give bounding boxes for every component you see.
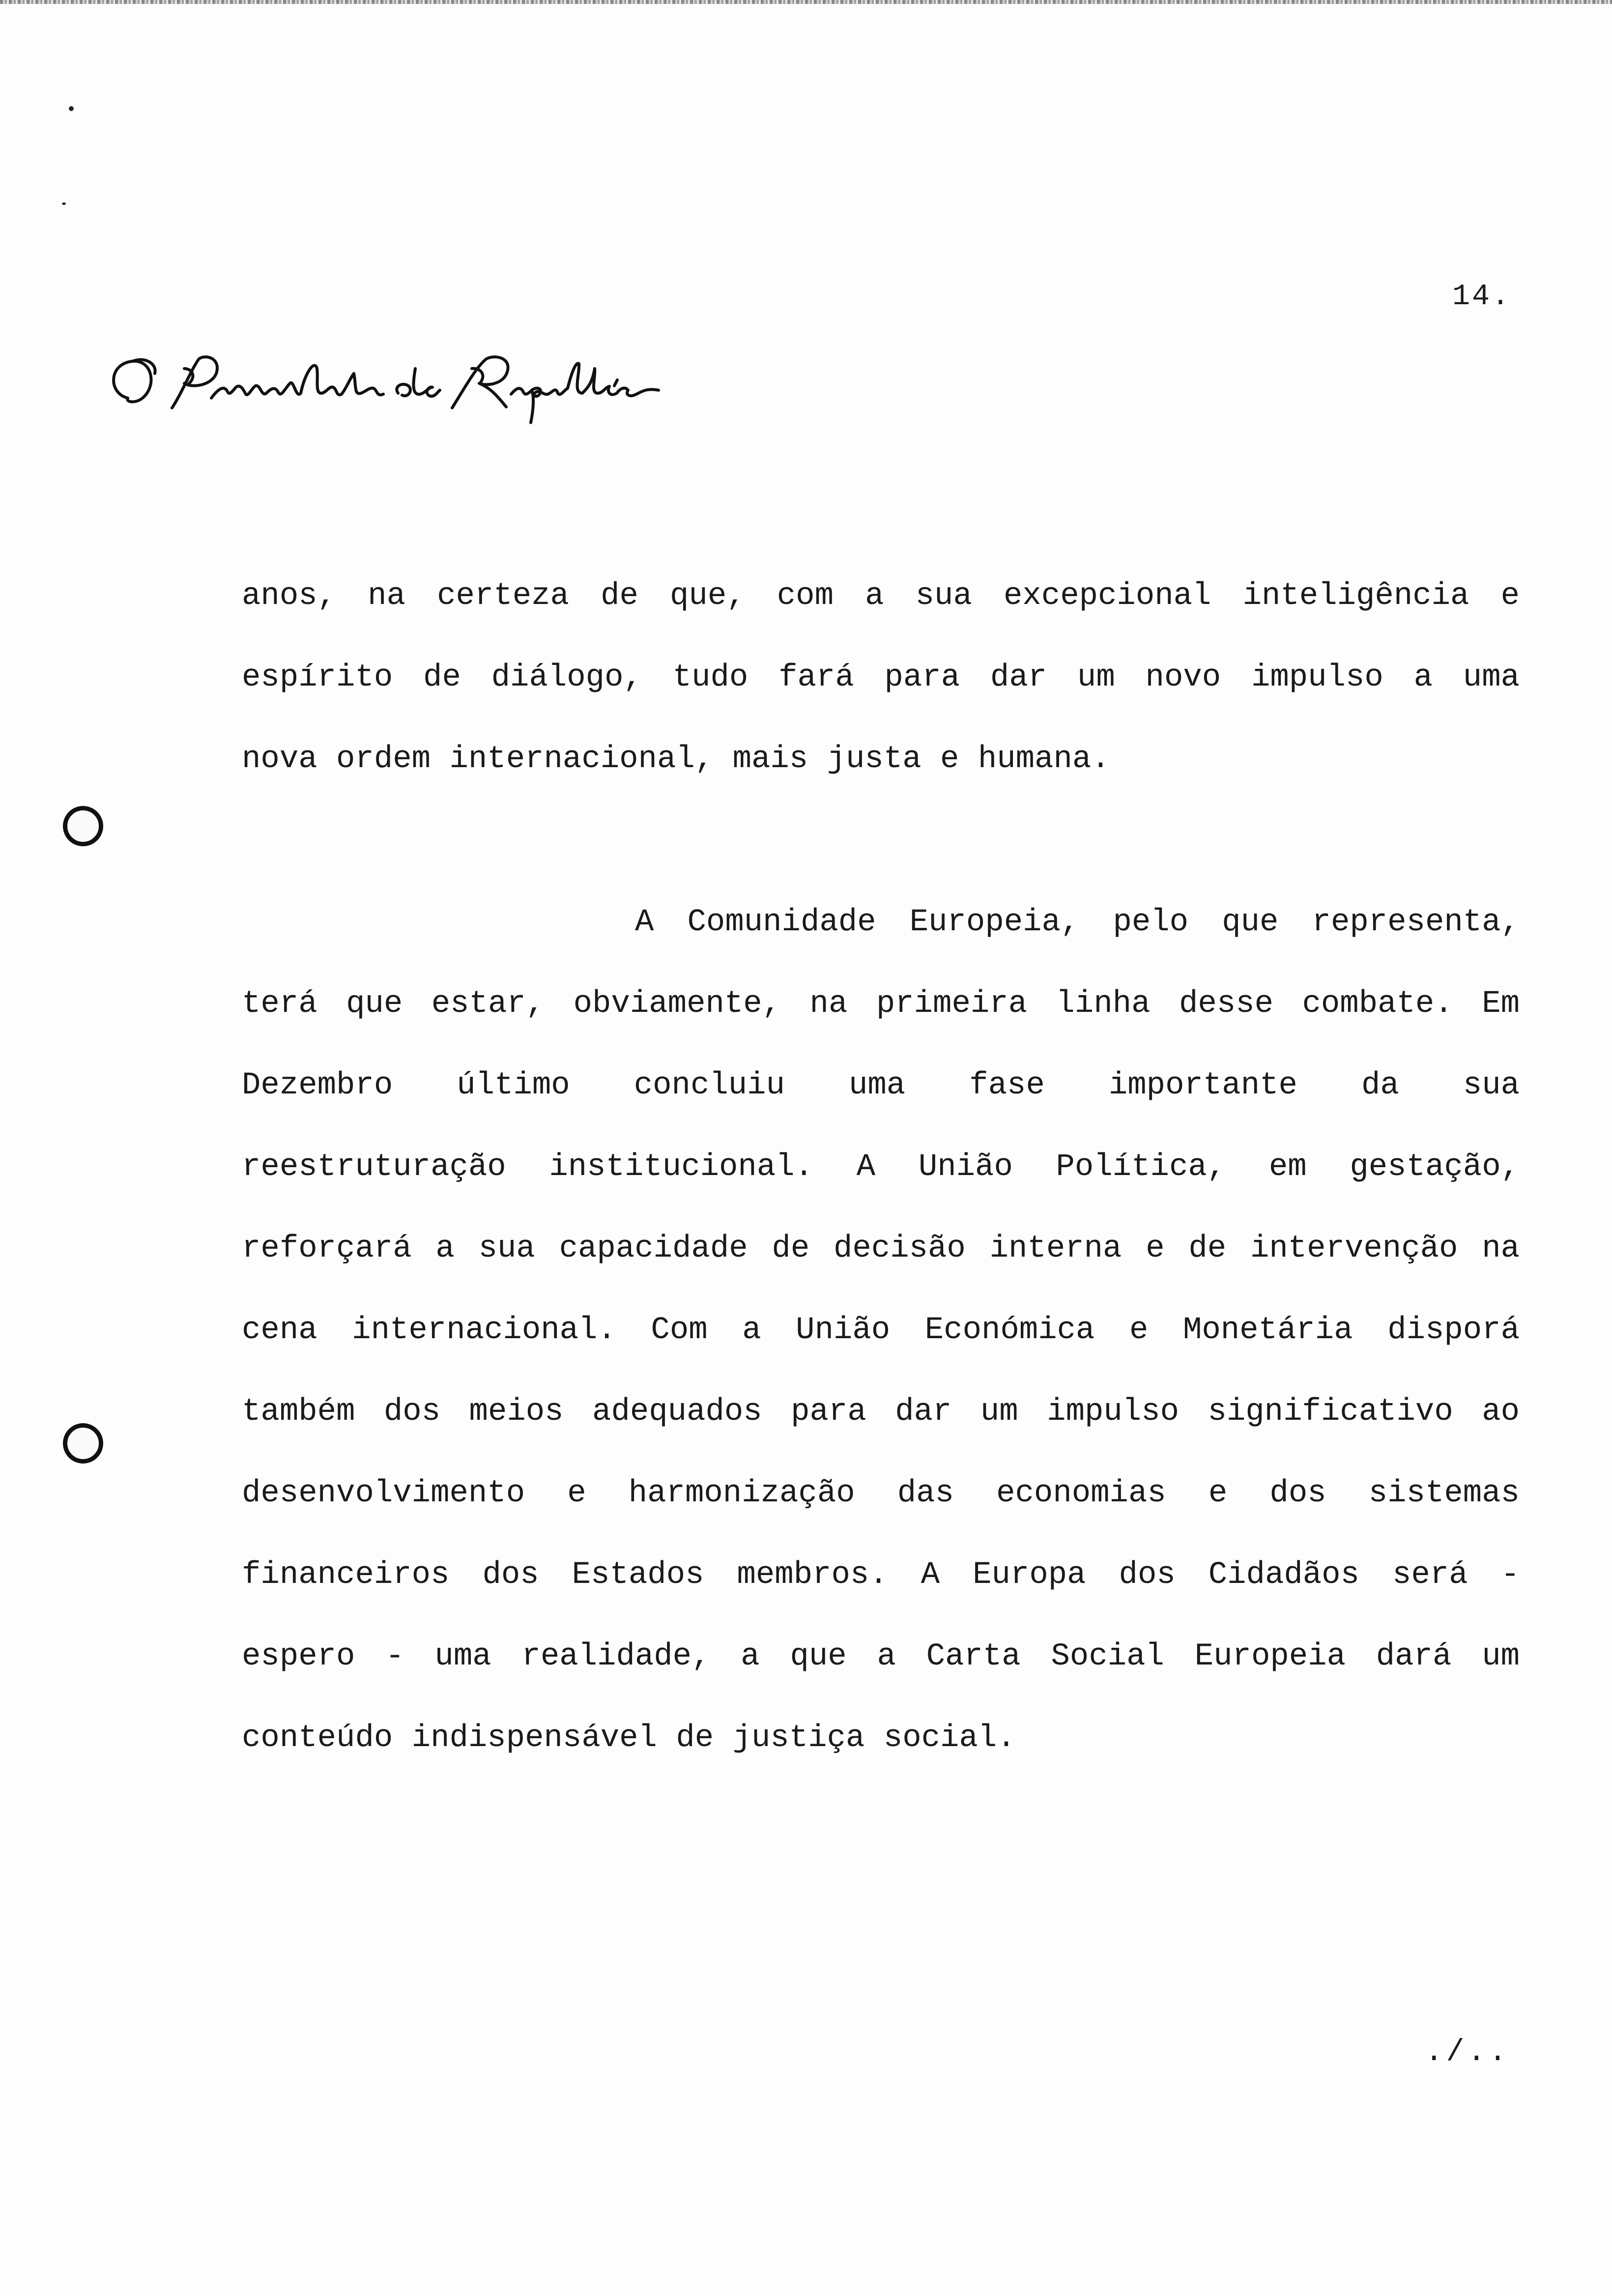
paragraph-1 — [242, 555, 1520, 800]
text-line: desenvolvimento e harmonização das economias e dos sistemas — [242, 1476, 1520, 1511]
scan-top-edge — [0, 0, 1612, 4]
text-line: conteúdo indispensável de justiça social. — [242, 1721, 1016, 1756]
punch-hole — [63, 806, 103, 846]
text-line: Dezembro último concluiu uma fase importante da sua — [242, 1068, 1520, 1103]
text-line: espero - uma realidade, a que a Carta Social Europeia dará um — [242, 1639, 1520, 1674]
continuation-mark: ./.. — [1425, 2035, 1510, 2069]
text-line: A Comunidade Europeia, pelo que representa, — [635, 905, 1520, 940]
text-line: anos, na certeza de que, com a sua excepcional inteligência e — [242, 578, 1520, 614]
text-line: cena internacional. Com a União Económica e Monetária disporá — [242, 1313, 1520, 1348]
text-line: nova ordem internacional, mais justa e humana. — [242, 742, 1110, 777]
scan-speck — [69, 106, 74, 111]
text-line: espírito de diálogo, tudo fará para dar um novo impulso a uma — [242, 660, 1520, 695]
scan-speck — [62, 202, 66, 205]
letterhead-script-image — [98, 339, 688, 437]
text-line: também dos meios adequados para dar um impulso significativo ao — [242, 1394, 1520, 1430]
text-line: reestruturação institucional. A União Política, em gestação, — [242, 1149, 1520, 1185]
page-number: 14. — [1452, 280, 1511, 314]
text-line: financeiros dos Estados membros. A Europa dos Cidadãos será - — [242, 1557, 1520, 1593]
punch-hole — [63, 1423, 103, 1464]
letterhead-signature — [98, 339, 688, 437]
text-line: reforçará a sua capacidade de decisão interna e de intervenção na — [242, 1231, 1520, 1266]
text-line: terá que estar, obviamente, na primeira linha desse combate. Em — [242, 986, 1520, 1022]
paragraph-2 — [242, 882, 1520, 1779]
